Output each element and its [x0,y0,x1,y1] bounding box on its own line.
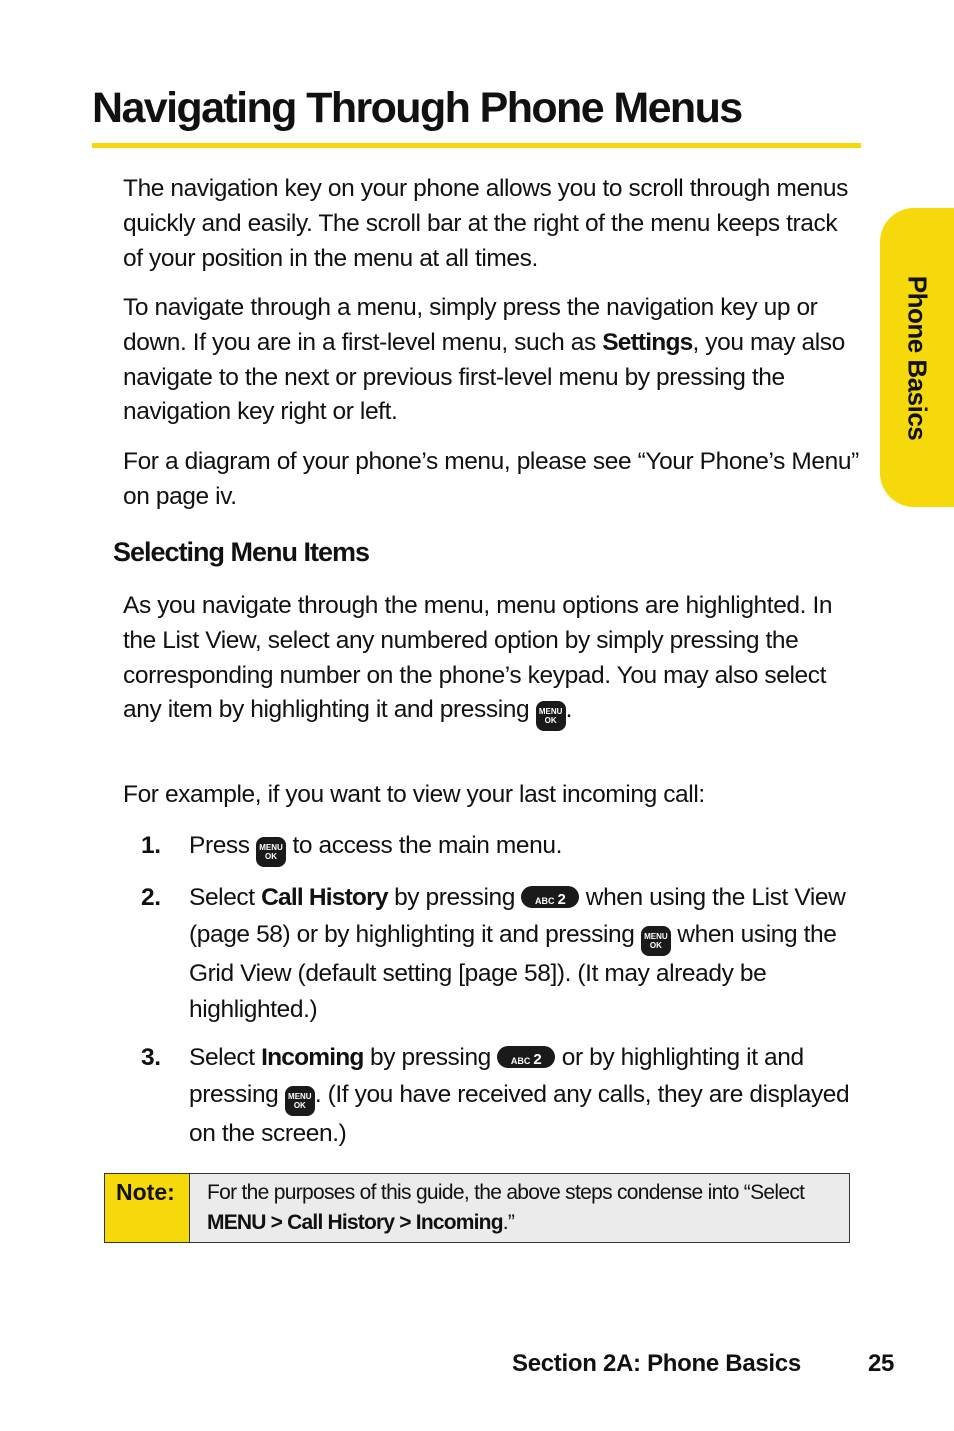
menu-ok-key-icon: MENU OK [256,837,286,867]
section-paragraph-2: For example, if you want to view your last incoming call: [123,781,705,808]
section-paragraph-1: As you navigate through the menu, menu options are highlighted. In the List View, select any numbered option by simply pressing the corresponding number on the phone’s keypad. You may also select any item by highlighting it and pressing MENU OK . [123,589,863,731]
settings-term: Settings [602,328,693,356]
step-3 [141,1040,861,1152]
menu-ok-key-icon: MENU OK [536,701,566,731]
abc-2-key-icon: ABC 2 [497,1046,555,1068]
menu-ok-key-icon: MENU OK [285,1086,315,1116]
note-text: For the purposes of this guide, the above steps condense into “Select MENU > Call History > Incoming.” [207,1181,805,1234]
incoming-term: Incoming [261,1044,364,1071]
step-1 [141,828,861,867]
intro-paragraph-2: To navigate through a menu, simply press the navigation key up or down. If you are in a first-level menu, such as Settings, you may also navigate to the next or previous first-level menu by pressing the navigation key right or left. [123,294,845,426]
note-label: Note: [105,1174,190,1242]
menu-ok-key-icon: MENU OK [641,926,671,956]
abc-2-key-icon: ABC 2 [521,886,579,908]
intro-paragraph-3: For a diagram of your phone’s menu, please see “Your Phone’s Menu” on page iv. [123,448,859,510]
step-number: 1. [141,832,161,859]
call-history-term: Call History [261,884,388,911]
page-title: Navigating Through Phone Menus [92,84,742,132]
step-text: Press MENU OK to access the main menu. [189,828,861,867]
step-text: Select Call History by pressing ABC 2 when using the List View (page 58) or by highlighting it and pressing MENU OK when using the Grid View (default setting [page 58]). (It may already be highlighted.) [189,884,846,1023]
note-box [104,1173,850,1243]
menu-path: MENU > Call History > Incoming [207,1211,503,1234]
section-side-tab [880,208,954,507]
step-number: 3. [141,1044,161,1071]
title-underline [92,143,861,148]
step-number: 2. [141,884,161,911]
step-text: Select Incoming by pressing ABC 2 or by highlighting it and pressing MENU OK . (If you have received any calls, they are displayed on the screen.) [189,1044,850,1147]
intro-paragraph-1: The navigation key on your phone allows you to scroll through menus quickly and easily. The scroll bar at the right of the menu keeps track of your position in the menu at all times. [123,175,848,272]
step-2 [141,880,861,1029]
footer-section-label: Section 2A: Phone Basics [512,1350,801,1377]
page-number: 25 [868,1350,895,1377]
section-heading: Selecting Menu Items [113,537,370,567]
side-tab-label: Phone Basics [902,275,933,440]
